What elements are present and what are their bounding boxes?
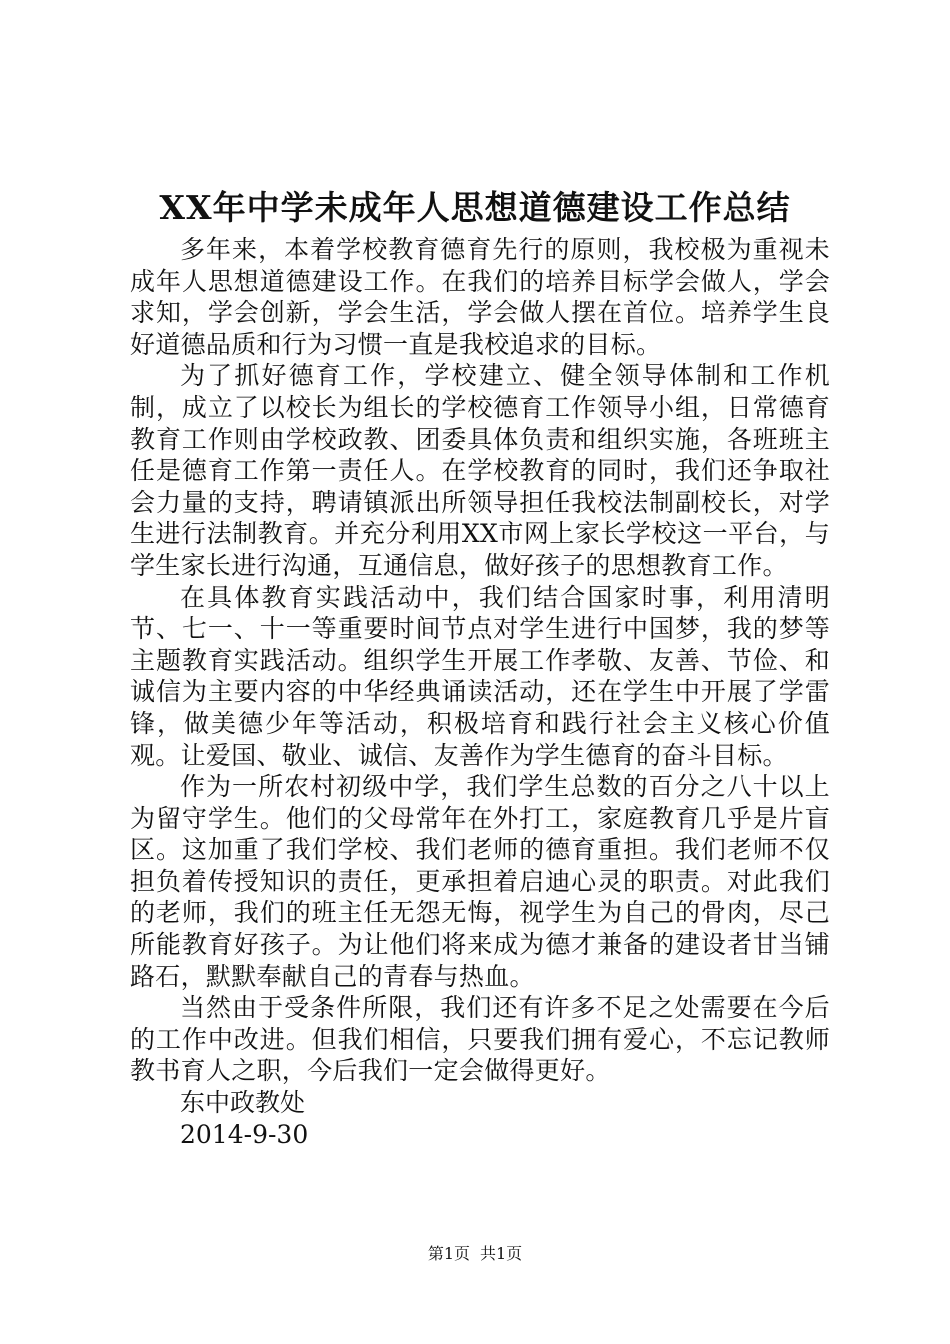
paragraph: 多年来，本着学校教育德育先行的原则，我校极为重视未成年人思想道德建设工作。在我们的培养目标学会做人，学会求知，学会创新，学会生活，学会做人摆在首位。培养学生良好道德品质和行为习惯一直是我校追求的目标。 bbox=[130, 235, 830, 359]
page-total: 共1页 bbox=[480, 1244, 523, 1263]
paragraph: 当然由于受条件所限，我们还有许多不足之处需要在今后的工作中改进。但我们相信，只要我们拥有爱心，不忘记教师教书育人之职，今后我们一定会做得更好。 bbox=[130, 993, 830, 1086]
page-footer bbox=[0, 1244, 950, 1264]
paragraph: 为了抓好德育工作，学校建立、健全领导体制和工作机制，成立了以校长为组长的学校德育工作领导小组，日常德育教育工作则由学校政教、团委具体负责和组织实施，各班班主任是德育工作第一责任人。在学校教育的同时，我们还争取社会力量的支持，聘请镇派出所领导担任我校法制副校长，对学生进行法制教育。并充分利用XX市网上家长学校这一平台，与学生家长进行沟通，互通信息，做好孩子的思想教育工作。 bbox=[130, 361, 830, 580]
signature-department: 东中政教处 bbox=[180, 1088, 306, 1118]
signature-date: 2014-9-30 bbox=[180, 1119, 309, 1149]
document-title: XX年中学未成年人思想道德建设工作总结 bbox=[159, 188, 791, 227]
document-body bbox=[130, 234, 830, 1150]
paragraph: 在具体教育实践活动中，我们结合国家时事，利用清明节、七一、十一等重要时间节点对学生进行中国梦，我的梦等主题教育实践活动。组织学生开展工作孝敬、友善、节俭、和诚信为主要内容的中华经典诵读活动，还在学生中开展了学雷锋，做美德少年等活动，积极培育和践行社会主义核心价值观。让爱国、敬业、诚信、友善作为学生德育的奋斗目标。 bbox=[130, 582, 830, 770]
page-number: 第1页 bbox=[427, 1244, 470, 1263]
paragraph: 作为一所农村初级中学，我们学生总数的百分之八十以上为留守学生。他们的父母常年在外打工，家庭教育几乎是片盲区。这加重了我们学校、我们老师的德育重担。我们老师不仅担负着传授知识的责任，更承担着启迪心灵的职责。对此我们的老师，我们的班主任无怨无悔，视学生为自己的骨肉，尽己所能教育好孩子。为让他们将来成为德才兼备的建设者甘当铺路石，默默奉献自己的青春与热血。 bbox=[130, 772, 830, 991]
